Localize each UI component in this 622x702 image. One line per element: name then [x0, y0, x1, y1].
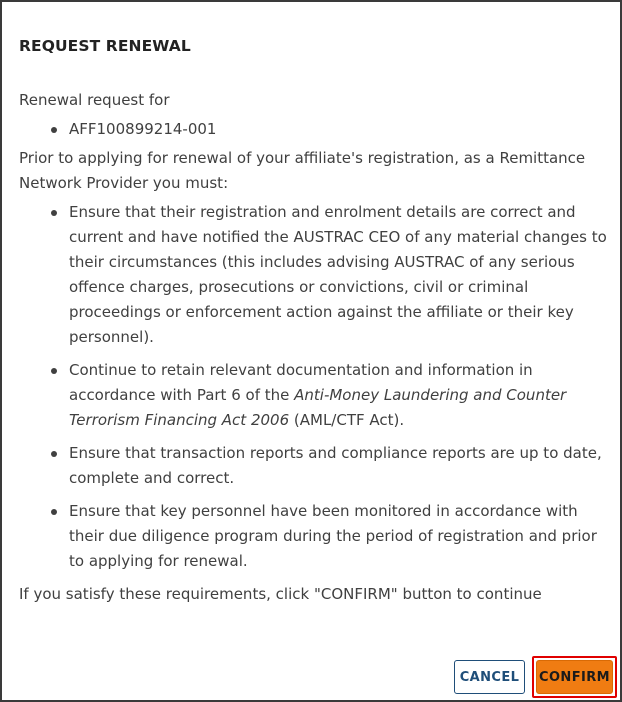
dialog-title: REQUEST RENEWAL — [19, 37, 191, 55]
affiliate-id-item: AFF100899214-001 — [49, 117, 609, 142]
act-name: Anti-Money Laundering and Counter Terrorism Financing Act 2006 — [69, 386, 567, 429]
dialog-content — [19, 88, 609, 607]
requirement-item-3: Ensure that transaction reports and compliance reports are up to date, complete and correct. — [49, 441, 609, 491]
requirement-2-suffix: (AML/CTF Act). — [289, 411, 405, 429]
intro-text: Prior to applying for renewal of your affiliate's registration, as a Remittance Network Provider you must: — [19, 149, 586, 192]
confirm-instruction: If you satisfy these requirements, click "CONFIRM" button to continue — [19, 585, 542, 603]
requirements-list — [19, 200, 609, 574]
cancel-button[interactable]: CANCEL — [454, 660, 525, 694]
requirement-item-2 — [49, 358, 609, 433]
requirement-item-4: Ensure that key personnel have been monitored in accordance with their due diligence program during the period of registration and prior to applying for renewal. — [49, 499, 609, 574]
renewal-label: Renewal request for — [19, 91, 170, 109]
affiliate-id-list — [19, 117, 609, 142]
confirm-button[interactable]: CONFIRM — [536, 660, 613, 694]
requirement-item-1: Ensure that their registration and enrolment details are correct and current and have notified the AUSTRAC CEO of any material changes to their circumstances (this includes advising AUSTRAC of any serious offence charges, prosecutions or convictions, civil or criminal proceedings or enforcement action against the affiliate or their key personnel). — [49, 200, 609, 350]
requirement-2-prefix: Continue to retain relevant documentation and information in accordance with Part 6 of the — [69, 361, 533, 404]
